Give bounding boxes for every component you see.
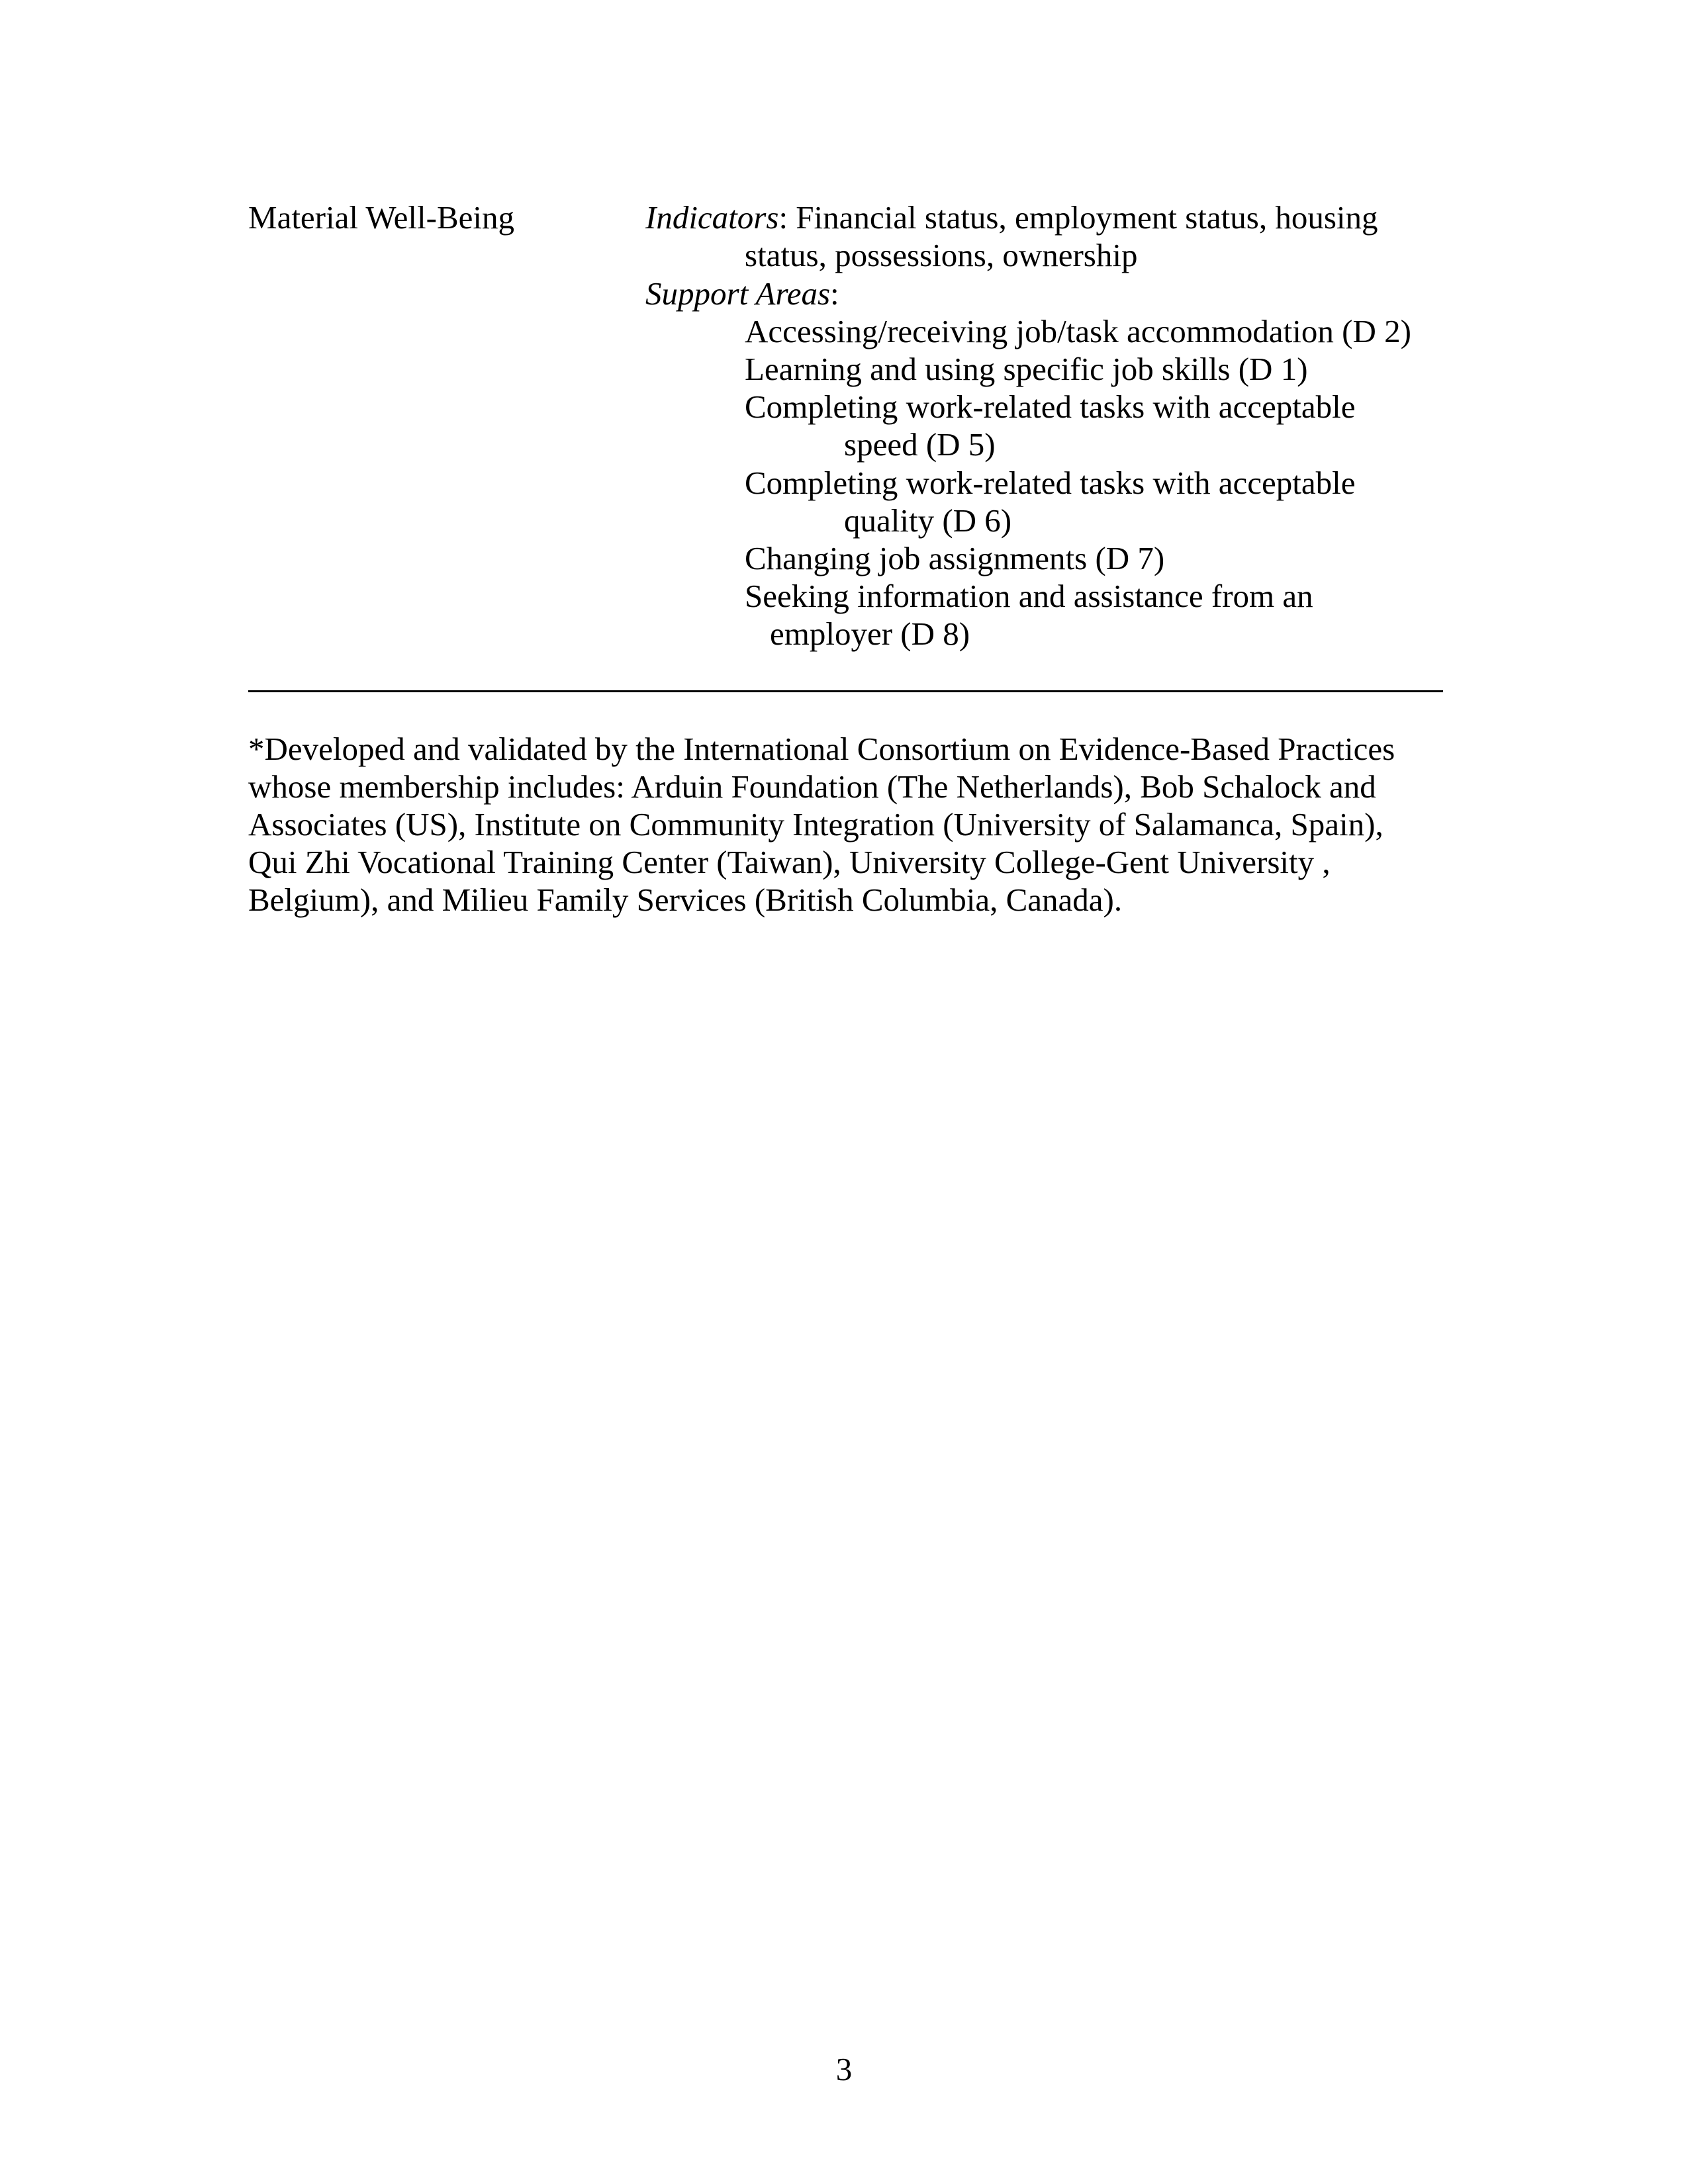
- indicators-line-1: [645, 199, 1378, 236]
- footnote: [248, 730, 1440, 919]
- support-areas-label: Support Areas: [645, 275, 831, 312]
- footnote-line: whose membership includes: Arduin Foundation (The Netherlands), Bob Schalock and: [248, 768, 1376, 805]
- support-areas-colon: :: [830, 275, 839, 312]
- indicators-line-2: status, possessions, ownership: [745, 237, 1138, 273]
- support-area-item: Accessing/receiving job/task accommodation (D 2): [745, 313, 1411, 349]
- support-area-item-continuation: employer (D 8): [770, 615, 970, 652]
- support-area-item: Learning and using specific job skills (D 1): [745, 351, 1308, 387]
- support-area-item-continuation: speed (D 5): [844, 426, 996, 463]
- support-area-item: Completing work-related tasks with acceptable: [745, 388, 1356, 425]
- footnote-line: Qui Zhi Vocational Training Center (Taiwan), University College-Gent University ,: [248, 844, 1331, 880]
- support-area-item: Seeking information and assistance from an: [745, 578, 1313, 614]
- domain-label: Material Well-Being: [248, 199, 515, 236]
- footnote-line: *Developed and validated by the International Consortium on Evidence-Based Practices: [248, 731, 1395, 767]
- support-areas-heading: [645, 275, 839, 312]
- footnote-line: Associates (US), Institute on Community Integration (University of Salamanca, Spain),: [248, 806, 1383, 842]
- support-area-item-continuation: quality (D 6): [844, 502, 1012, 539]
- support-area-item: Completing work-related tasks with acceptable: [745, 465, 1356, 501]
- support-area-item: Changing job assignments (D 7): [745, 540, 1165, 576]
- page-number: 3: [835, 2051, 853, 2087]
- footnote-line: Belgium), and Milieu Family Services (British Columbia, Canada).: [248, 882, 1123, 918]
- footnote-divider: [248, 690, 1443, 692]
- indicators-label: Indicators: [645, 199, 779, 236]
- indicators-text: : Financial status, employment status, housing: [778, 199, 1378, 236]
